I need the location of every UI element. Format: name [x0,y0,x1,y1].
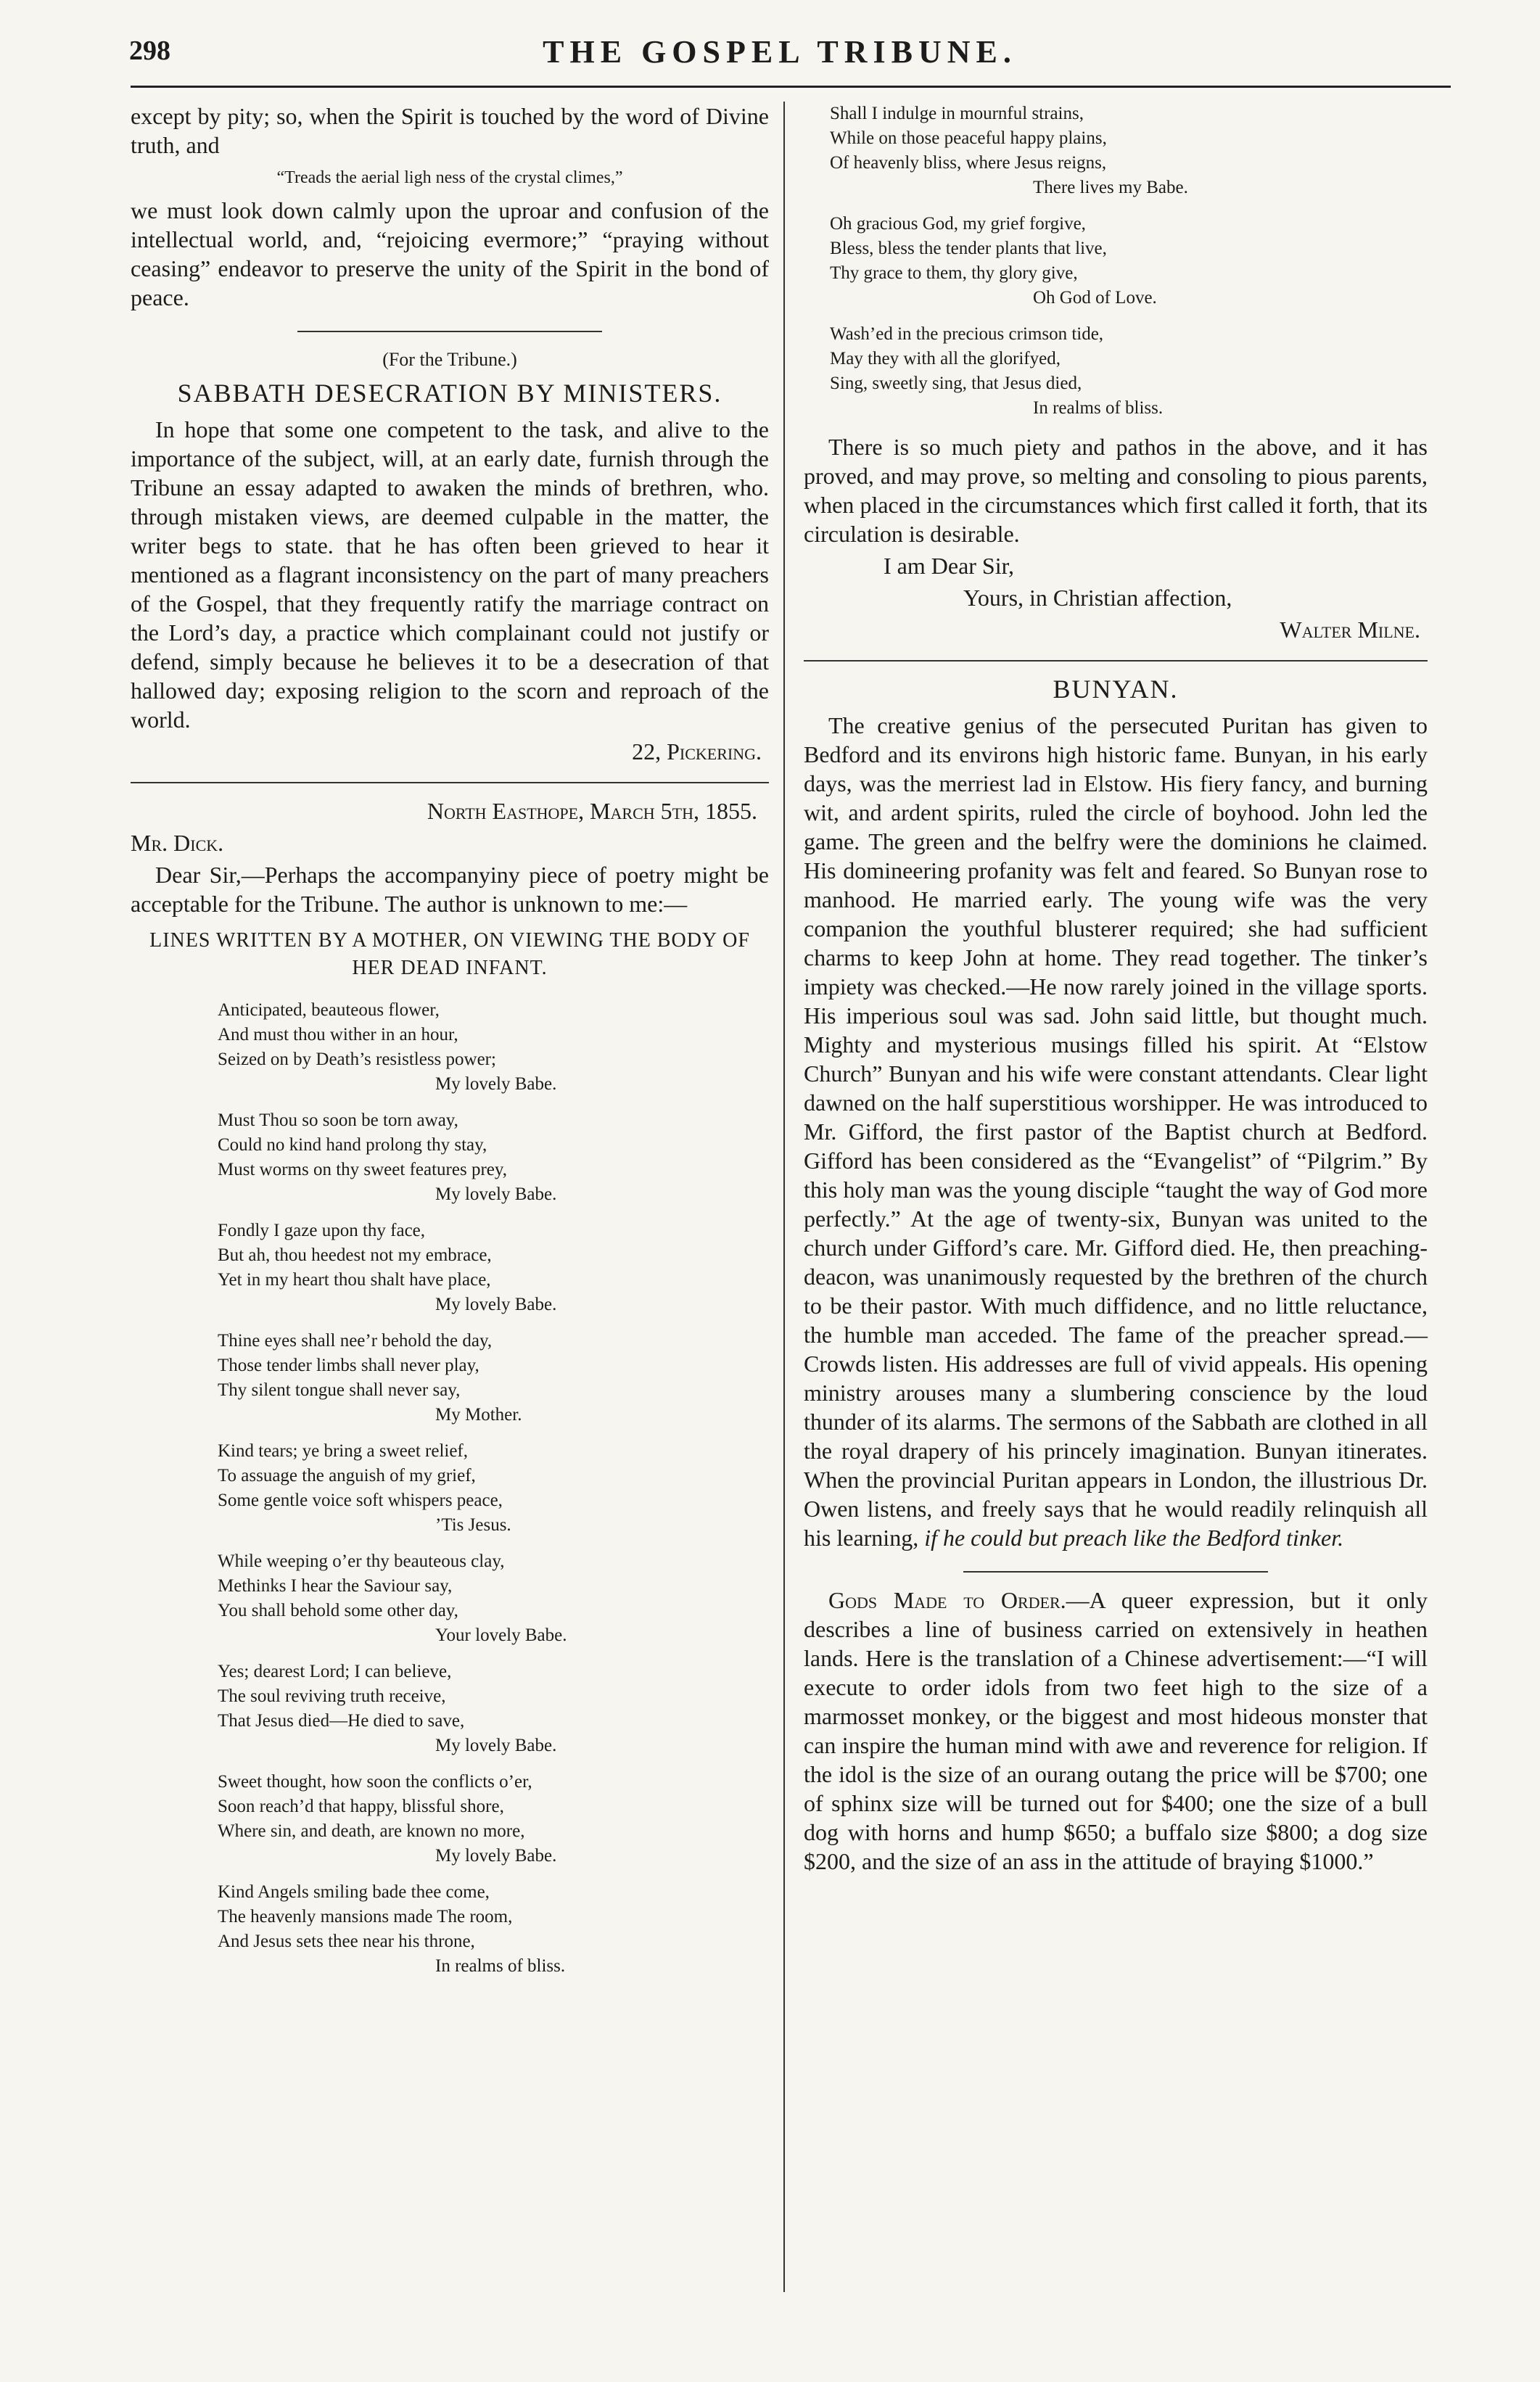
gods-article [804,1586,1428,1876]
source-note: (For the Tribune.) [382,349,517,370]
column-divider [783,102,785,2292]
poem-line: Wash’ed in the precious crimson tide, [830,324,1104,344]
section-rule [297,331,602,332]
letter-article [131,796,769,918]
poem-stanza [218,1219,769,1317]
poem-stanza [218,998,769,1097]
poem-refrain: My lovely Babe. [435,1074,557,1094]
poem-line: Must worms on thy sweet features prey, [218,1160,507,1179]
poem-stanza [218,1549,769,1648]
newspaper-page [109,29,1451,2350]
article-body: In hope that some one competent to the task, and alive to the importance of the subject, will, at an early date, furnish through the Tribune an essay adapted to awaken the minds of brethren, who. through mistaken views, are deemed culpable in the matter, the writer begs to state. that he has often been grieved to hear it mentioned as a flagrant inconsistency on the part of many preachers of the Gospel, that they frequently ratify the marriage contract on the Lord’s day, a practice which complainant could not justify or defend, simply because he believes it to be a desecration of that hallowed day; exposing religion to the scorn and reproach of the world. [131,416,769,733]
poem-stanza [218,1108,769,1207]
poem-line: Shall I indulge in mournful strains, [830,104,1084,123]
poem-refrain: My lovely Babe. [435,1846,557,1866]
article-body-italic: if he could but preach like the Bedford tinker. [924,1525,1344,1551]
poem-stanza [830,322,1428,421]
poem-line: Yes; dearest Lord; I can believe, [218,1662,452,1681]
poem-line: Sweet thought, how soon the conflicts o’er, [218,1772,532,1792]
right-column [804,102,1428,1879]
letter-closing-line: Yours, in Christian affection, [963,585,1232,611]
poem-line: Yet in my heart thou shalt have place, [218,1270,491,1290]
poem-refrain: My lovely Babe. [435,1736,557,1755]
article-lead: Gods Made to Order. [828,1587,1066,1613]
poem-line: Seized on by Death’s resistless power; [218,1050,496,1069]
continued-paragraph: except by pity; so, when the Spirit is touched by the word of Divine truth, and [131,103,769,158]
poem-stanza [218,1770,769,1868]
poem-stanza [218,1880,769,1979]
poem-stanza [218,1660,769,1758]
poem-continued [830,102,1428,421]
poem-line: Methinks I hear the Saviour say, [218,1576,453,1596]
section-rule [804,660,1428,662]
poem-line: You shall behold some other day, [218,1601,458,1620]
poem-line: Where sin, and death, are known no more, [218,1821,525,1841]
section-rule [963,1571,1268,1573]
poem-line: Must Thou so soon be torn away, [218,1110,458,1130]
poem-line: Anticipated, beauteous flower, [218,1000,440,1020]
poem-line: Could no kind hand prolong thy stay, [218,1135,487,1155]
poem-line: Some gentle voice soft whispers peace, [218,1491,503,1510]
letter-addressee: Mr. Dick. [131,830,224,856]
page-number: 298 [129,36,170,66]
poem-stanza [218,1329,769,1427]
article-body [804,711,1428,1552]
running-title: THE GOSPEL TRIBUNE. [543,34,1017,70]
article-signature: 22, Pickering. [632,738,762,765]
article-body [804,1586,1428,1876]
article-body-text: —A queer expression, but it only describes a line of business carried on extensively in heathen lands. Here is the translation of a Chinese advertisement:—“I will execute to order idols from two feet high to the size of a marmosset monkey, or the biggest and most hideous monster that can inspire the human mind with awe and reverence for religion. If the idol is the size of an ourang outang the price will be $700; one of sphinx size will be turned out for $400; one the size of a bull dog with horns and hump $650; a buffalo size $800; a dog size $200, and the size of an ass in the attitude of braying $1000.” [804,1587,1428,1874]
letter-closing-paragraph: There is so much piety and pathos in the above, and it has proved, and may prove, so melting and consoling to pious parents, when placed in the circumstances which first called it forth, that its circulation is desirable. [804,434,1428,547]
poem-line: Sing, sweetly sing, that Jesus died, [830,374,1082,393]
poem-line: Oh gracious God, my grief forgive, [830,214,1086,234]
sabbath-article [131,345,769,766]
poem-line: May they with all the glorifyed, [830,349,1061,368]
poem-refrain: My lovely Babe. [435,1184,557,1204]
header-rule [131,86,1451,88]
poem-stanza [830,102,1428,200]
poem-line: To assuage the anguish of my grief, [218,1466,476,1485]
poem-line: Thy grace to them, thy glory give, [830,263,1078,283]
poem-line: The soul reviving truth receive, [218,1686,446,1706]
poem-line: That Jesus died—He died to save, [218,1711,465,1731]
poem-refrain: In realms of bliss. [1033,398,1164,418]
poem-line: Of heavenly bliss, where Jesus reigns, [830,153,1107,173]
poem-title: LINES WRITTEN BY A MOTHER, ON VIEWING THE BODY OF HER DEAD INFANT. [149,929,750,979]
poem-line: But ah, thou heedest not my embrace, [218,1245,492,1265]
poem-line: Thy silent tongue shall never say, [218,1380,461,1400]
poem-line: Bless, bless the tender plants that live, [830,239,1107,258]
article-headline: BUNYAN. [1053,675,1179,704]
poem-refrain: There lives my Babe. [1033,178,1188,197]
poem [218,998,769,1979]
section-rule [131,782,769,783]
bunyan-article [804,675,1428,1552]
poem-line: Those tender limbs shall never play, [218,1356,479,1375]
poem-line: The heavenly mansions made The room, [218,1907,513,1926]
continued-paragraph-end: we must look down calmly upon the uproar and confusion of the intellectual world, and, “rejoicing evermore;” “praying without ceasing” endeavor to preserve the unity of the Spirit in the bond of peace. [131,197,769,310]
page-header [109,29,1451,80]
poem-refrain: My Mother. [435,1405,522,1425]
article-headline: SABBATH DESECRATION BY MINISTERS. [177,379,722,408]
poem-stanza [218,1439,769,1538]
left-column [131,102,769,1990]
poem-line: While weeping o’er thy beauteous clay, [218,1551,505,1571]
poem-refrain: Your lovely Babe. [435,1625,567,1645]
poem-refrain: ’Tis Jesus. [435,1515,511,1535]
poem-line: Kind tears; ye bring a sweet relief, [218,1441,469,1461]
poem-refrain: Oh God of Love. [1033,288,1157,308]
poem-line: Soon reach’d that happy, blissful shore, [218,1797,504,1816]
article-body-text: The creative genius of the persecuted Puritan has given to Bedford and its environs high historic fame. Bunyan, in his early days, was the merriest lad in Elstow. His fiery fancy, and burning wit, and ardent spirits, ruled the circle of boyhood. John led the game. The green and the belfry were the dominions he claimed. His domineering profanity was felt and feared. So Bunyan rose to manhood. He married early. The young wife was the very companion the youthful blusterer required; she had sufficient charms to keep John at home. They read together. The tinker’s impiety was checked.—He now rarely joined in the village sports. His imperious soul was sad. John said little, but thought much. Mighty and mysterious musings filled his spirit. At “Elstow Church” Bunyan and his wife were constant attendants. Clear light dawned on the half superstitious worshipper. He was introduced to Mr. Gifford, the first pastor of the Baptist church at Bedford. Gifford has been considered as the “Evangelist” of “Pilgrim.” By this holy man was the young disciple “taught the way of God more perfectly.” At the age of twenty-six, Bunyan was united to the church under Gifford’s care. Mr. Gifford died. He, then preaching-deacon, was unanimously requested by the brethren of the church to be their pastor. With much diffidence, and no little reluctance, the humble man acceded. The fame of the preacher spread.—Crowds listen. His addresses are full of vivid appeals. His opening ministry arouses many a slumbering conscience by the loud thunder of its alarms. The sermons of the Sabbath are clothed in all the royal drapery of his princely imagination. Bunyan itinerates. When the provincial Puritan appears in London, the illustrious Dr. Owen listens, and freely says that he would readily relinquish all his learning, [804,712,1428,1551]
poem-line: And must thou wither in an hour, [218,1025,458,1044]
poem-line: Fondly I gaze upon thy face, [218,1221,426,1240]
inline-quotation: “Treads the aerial ligh ness of the crystal climes,” [276,168,623,187]
letter-closing-line: I am Dear Sir, [884,553,1014,579]
poem-refrain: My lovely Babe. [435,1295,557,1314]
letter-body: Dear Sir,—Perhaps the accompanyiny piece of poetry might be acceptable for the Tribune. The author is unknown to me:— [131,862,769,917]
poem-line: Kind Angels smiling bade thee come, [218,1882,490,1902]
poem-refrain: In realms of bliss. [435,1956,566,1976]
letter-dateline: North Easthope, March 5th, 1855. [427,798,757,824]
poem-line: And Jesus sets thee near his throne, [218,1932,475,1951]
letter-signature: Walter Milne. [1280,617,1420,643]
poem-line: Thine eyes shall nee’r behold the day, [218,1331,493,1351]
poem-line: While on those peaceful happy plains, [830,128,1107,148]
poem-stanza [830,212,1428,310]
